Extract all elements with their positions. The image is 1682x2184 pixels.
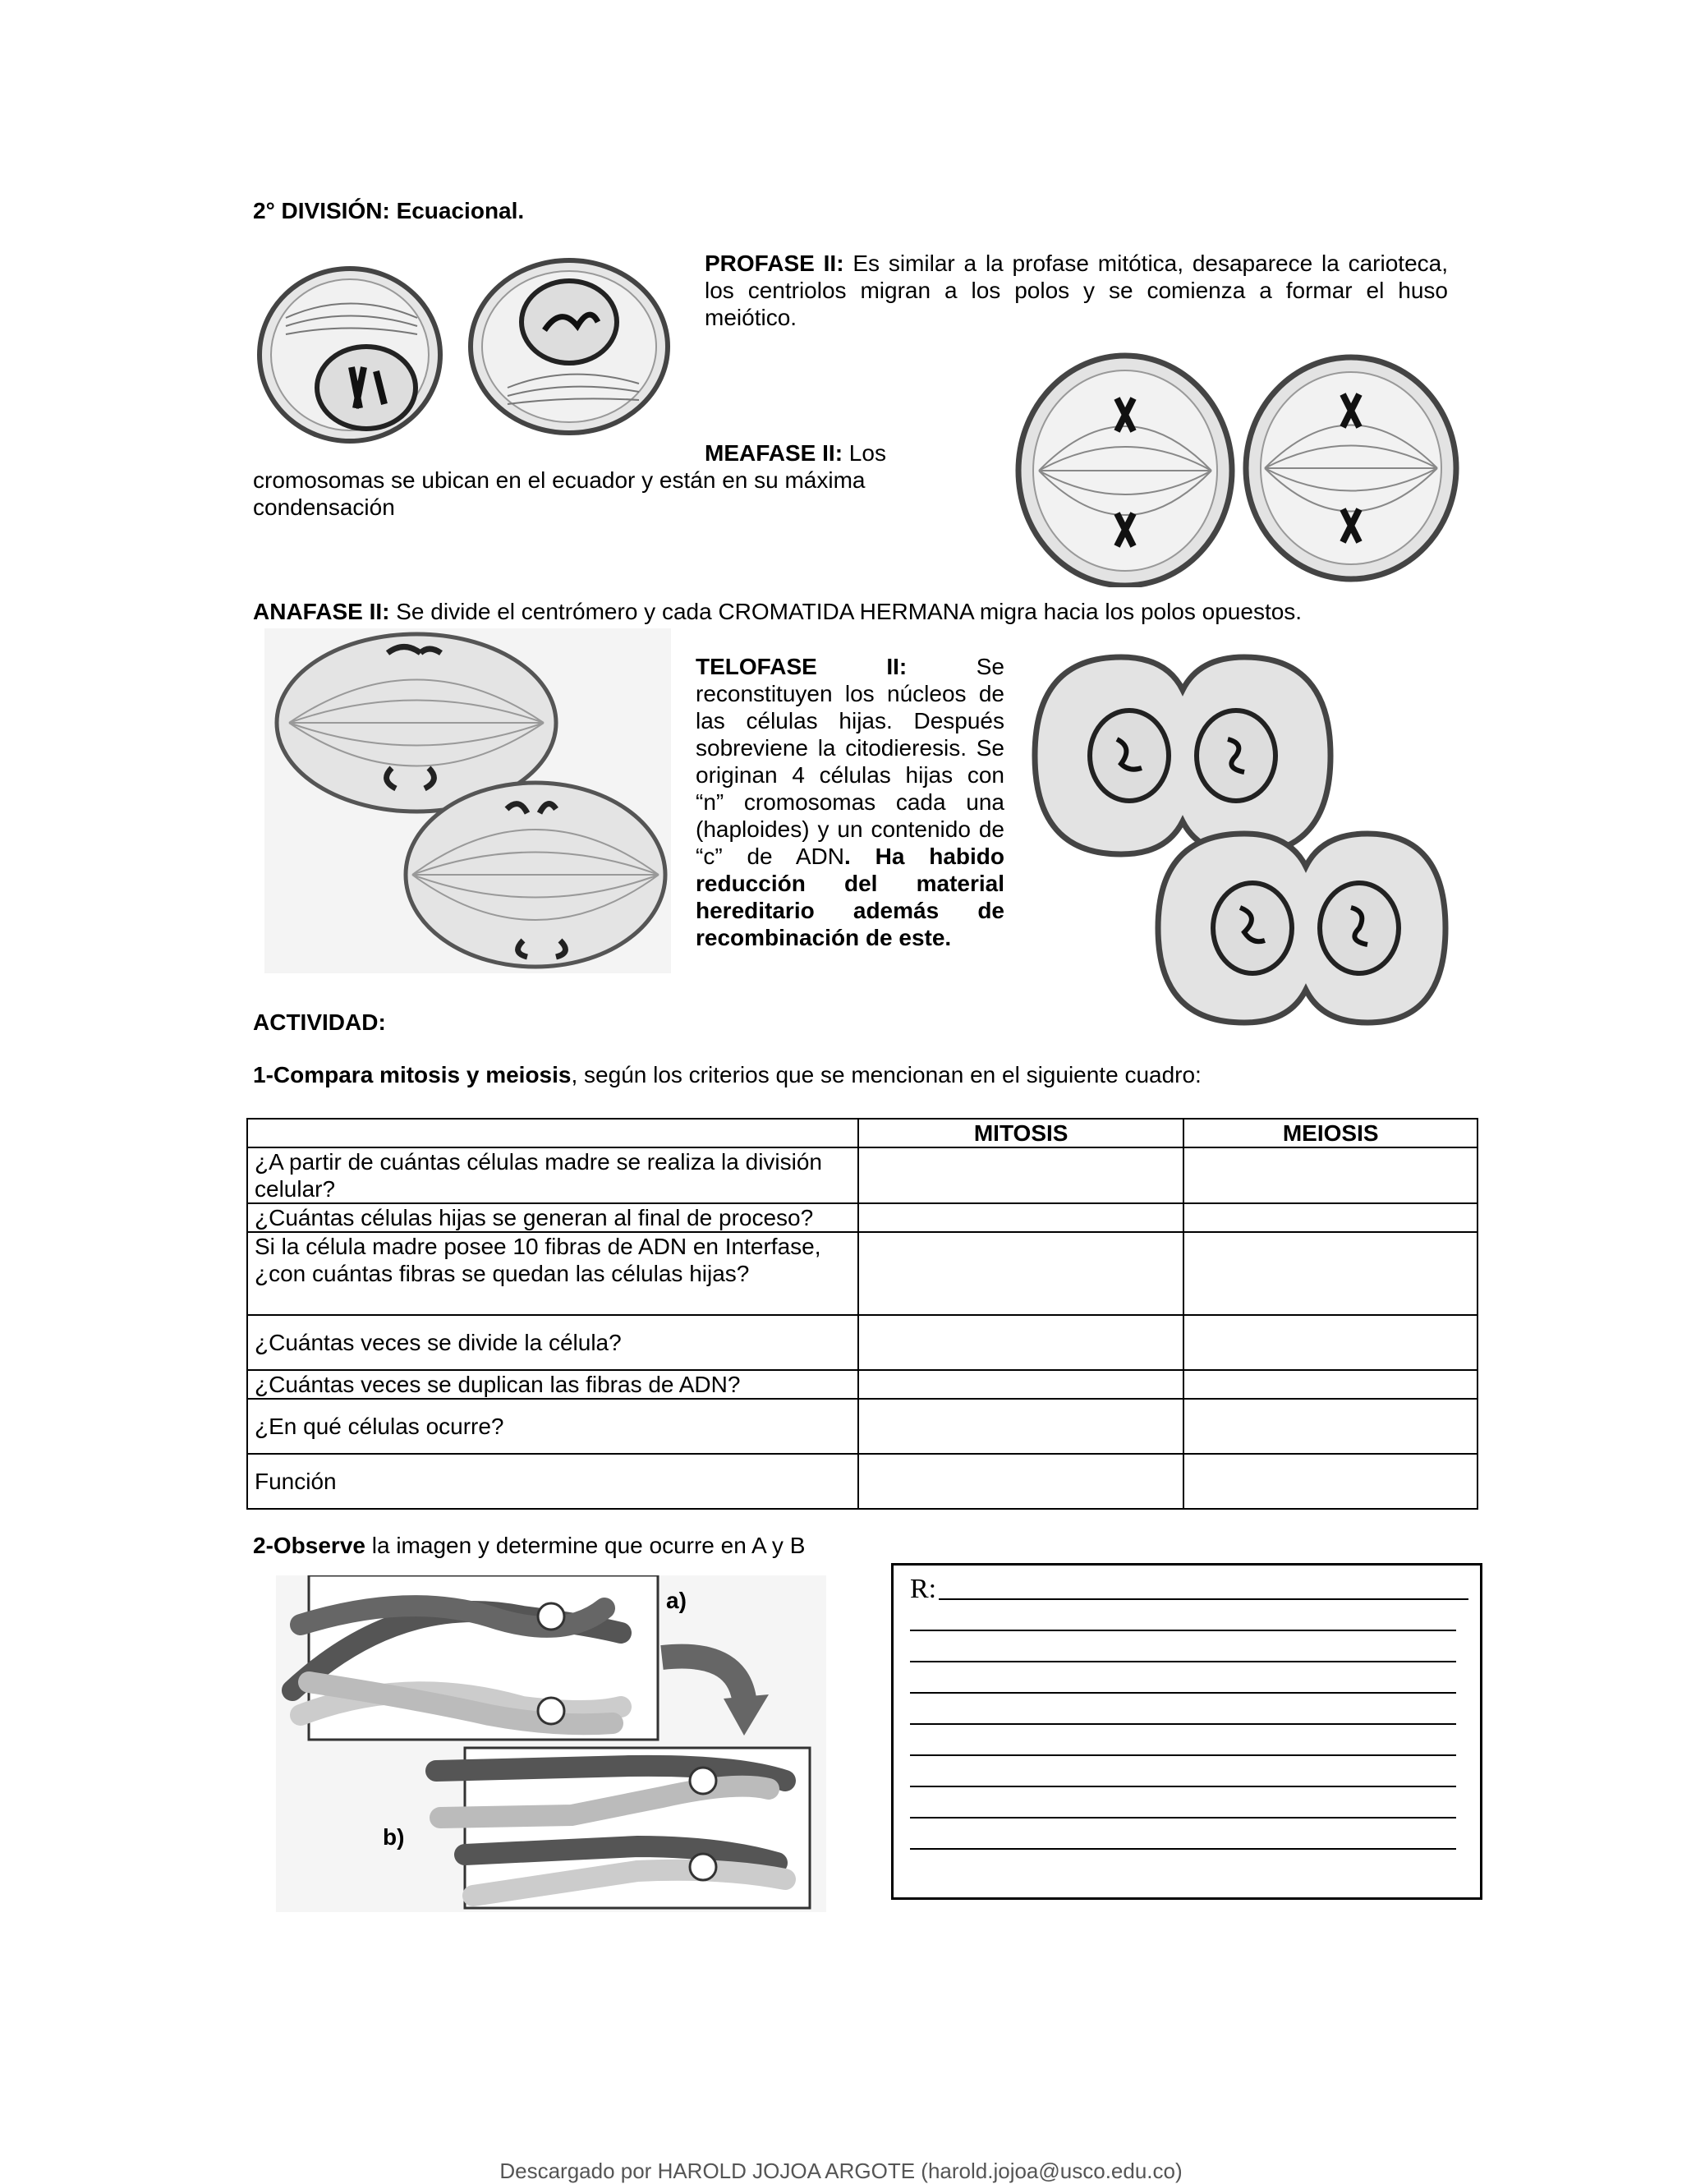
answer-line[interactable]	[910, 1723, 1456, 1725]
download-footer: Descargado por HAROLD JOJOA ARGOTE (harold.jojoa@usco.edu.co)	[499, 2159, 1183, 2183]
answer-line[interactable]	[910, 1661, 1456, 1662]
metafase-text-2: cromosomas se ubican en el ecuador y están en su máxima condensación	[253, 467, 866, 520]
anafase-paragraph	[253, 598, 1485, 625]
telofase-text: Se reconstituyen los núcleos de las células hijas. Después sobreviene la citodieresis. Se originan 4 células hijas con “n” cromosomas cada una (haploides) y un contenido de “c” de ADN	[696, 654, 1004, 869]
answer-line[interactable]	[910, 1630, 1456, 1631]
answer-line[interactable]	[910, 1754, 1456, 1756]
question-2	[253, 1532, 805, 1559]
table-row	[247, 1399, 1477, 1454]
meiosis-answer-cell[interactable]	[1183, 1203, 1477, 1232]
comparison-table	[246, 1118, 1478, 1510]
table-header-mitosis: MITOSIS	[858, 1119, 1184, 1147]
meiosis-answer-cell[interactable]	[1183, 1315, 1477, 1370]
table-row-criterion: ¿A partir de cuántas células madre se realiza la división celular?	[247, 1147, 858, 1203]
meiosis-answer-cell[interactable]	[1183, 1232, 1477, 1315]
mitosis-answer-cell[interactable]	[858, 1315, 1184, 1370]
mitosis-answer-cell[interactable]	[858, 1370, 1184, 1399]
table-row	[247, 1203, 1477, 1232]
table-row	[247, 1232, 1477, 1315]
telofase-figure	[1027, 649, 1454, 1043]
mitosis-answer-cell[interactable]	[858, 1454, 1184, 1509]
mitosis-answer-cell[interactable]	[858, 1203, 1184, 1232]
table-header-meiosis: MEIOSIS	[1183, 1119, 1477, 1147]
profase-paragraph	[705, 250, 1448, 331]
meiosis-answer-cell[interactable]	[1183, 1454, 1477, 1509]
answer-line[interactable]	[939, 1598, 1468, 1600]
telofase-period: .	[844, 844, 851, 869]
meiosis-answer-cell[interactable]	[1183, 1147, 1477, 1203]
table-row-criterion: Función	[247, 1454, 858, 1509]
table-header-row	[247, 1119, 1477, 1147]
profase-figure	[253, 256, 680, 453]
mitosis-answer-cell[interactable]	[858, 1147, 1184, 1203]
metafase-first-line	[705, 439, 886, 467]
figure-label-a: a)	[666, 1588, 687, 1613]
question-2-bold: 2-Observe	[253, 1533, 365, 1558]
mitosis-answer-cell[interactable]	[858, 1399, 1184, 1454]
metafase-figure	[1014, 349, 1462, 587]
meiosis-answer-cell[interactable]	[1183, 1399, 1477, 1454]
question-1-text: , según los criterios que se mencionan en el siguiente cuadro:	[571, 1062, 1202, 1087]
table-row-criterion: ¿Cuántas células hijas se generan al final de proceso?	[247, 1203, 858, 1232]
answer-line[interactable]	[910, 1786, 1456, 1787]
answer-box[interactable]	[891, 1563, 1482, 1900]
table-row	[247, 1147, 1477, 1203]
table-row	[247, 1315, 1477, 1370]
meiosis-answer-cell[interactable]	[1183, 1370, 1477, 1399]
metafase-label: MEAFASE II:	[705, 440, 843, 466]
metafase-text-1: Los	[843, 440, 886, 466]
telofase-bold-text: Ha habido reducción del material hereditario además de recombinación de este.	[696, 844, 1005, 950]
figure-label-b: b)	[383, 1824, 405, 1850]
section-title: 2° DIVISIÓN: Ecuacional.	[253, 198, 525, 223]
profase-text: Es similar a la profase mitótica, desaparece la carioteca, los centriolos migran a los polos y se comienza a formar el huso meiótico.	[705, 251, 1449, 330]
answer-label: R:	[910, 1574, 937, 1604]
answer-line[interactable]	[910, 1817, 1456, 1818]
table-row-criterion: Si la célula madre posee 10 fibras de ADN en Interfase, ¿con cuántas fibras se quedan las células hijas?	[247, 1232, 858, 1315]
question-1	[253, 1061, 1485, 1088]
anafase-text: Se divide el centrómero y cada CROMATIDA HERMANA migra hacia los polos opuestos.	[389, 599, 1303, 624]
table-row-criterion: ¿En qué células ocurre?	[247, 1399, 858, 1454]
question-1-bold: 1-Compara mitosis y meiosis	[253, 1062, 572, 1087]
anafase-figure	[264, 628, 671, 973]
actividad-title: ACTIVIDAD:	[253, 1009, 386, 1035]
telofase-label: TELOFASE II:	[696, 654, 908, 679]
table-row-criterion: ¿Cuántas veces se divide la célula?	[247, 1315, 858, 1370]
profase-label: PROFASE II:	[705, 251, 844, 276]
crossing-over-figure	[276, 1575, 826, 1912]
table-row-criterion: ¿Cuántas veces se duplican las fibras de ADN?	[247, 1370, 858, 1399]
mitosis-answer-cell[interactable]	[858, 1232, 1184, 1315]
answer-line[interactable]	[910, 1848, 1456, 1850]
table-row	[247, 1370, 1477, 1399]
answer-line[interactable]	[910, 1692, 1456, 1694]
table-header-blank	[247, 1119, 858, 1147]
telofase-paragraph	[696, 653, 1004, 951]
anafase-label: ANAFASE II:	[253, 599, 390, 624]
question-2-text: la imagen y determine que ocurre en A y B	[365, 1533, 806, 1558]
table-row	[247, 1454, 1477, 1509]
